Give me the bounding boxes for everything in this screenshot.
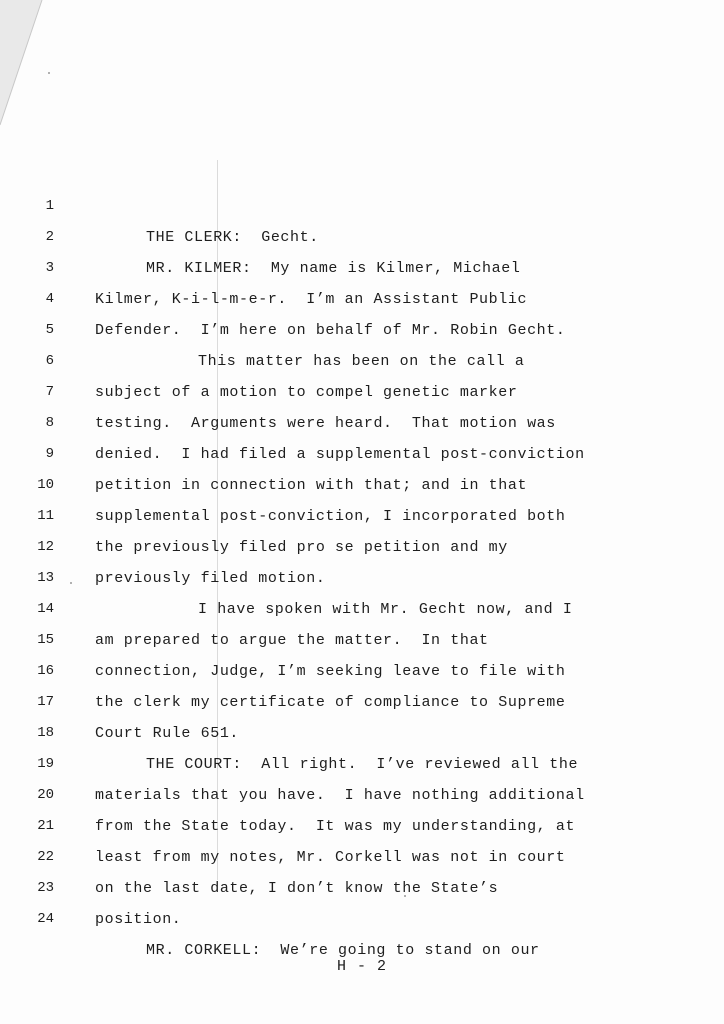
line-text: Court Rule 651.	[95, 725, 240, 742]
line-number: 16	[37, 663, 54, 679]
line-text: from the State today. It was my understanding, at	[95, 818, 576, 835]
line-text: MR. KILMER: My name is Kilmer, Michael	[146, 260, 521, 277]
line-number: 24	[37, 911, 54, 927]
scan-speck	[48, 72, 50, 74]
line-number: 7	[45, 384, 54, 400]
line-text: MR. CORKELL: We’re going to stand on our	[146, 942, 540, 959]
line-text: subject of a motion to compel genetic marker	[95, 384, 518, 401]
line-number: 12	[37, 539, 54, 555]
line-text: least from my notes, Mr. Corkell was not in court	[95, 849, 566, 866]
line-number: 10	[37, 477, 54, 493]
line-number: 20	[37, 787, 54, 803]
line-text: materials that you have. I have nothing additional	[95, 787, 585, 804]
line-text: on the last date, I don’t know the State’s	[95, 880, 499, 897]
line-text: the previously filed pro se petition and my	[95, 539, 508, 556]
line-number: 1	[45, 198, 54, 214]
line-text: position.	[95, 911, 182, 928]
page-number: H - 2	[336, 958, 387, 975]
line-number: 2	[45, 229, 54, 245]
line-text: supplemental post-conviction, I incorporated both	[95, 508, 566, 525]
line-text: am prepared to argue the matter. In that	[95, 632, 489, 649]
line-number: 19	[37, 756, 54, 772]
line-text: Kilmer, K-i-l-m-e-r. I’m an Assistant Public	[95, 291, 528, 308]
line-number: 23	[37, 880, 54, 896]
line-number: 3	[45, 260, 54, 276]
line-number: 11	[37, 508, 54, 524]
line-text: Defender. I’m here on behalf of Mr. Robin Gecht.	[95, 322, 566, 339]
line-number: 18	[37, 725, 54, 741]
line-number: 4	[45, 291, 54, 307]
line-number: 6	[45, 353, 54, 369]
line-number: 17	[37, 694, 54, 710]
line-number: 14	[37, 601, 54, 617]
line-number: 13	[37, 570, 54, 586]
line-text: denied. I had filed a supplemental post-conviction	[95, 446, 585, 463]
line-text: the clerk my certificate of compliance to Supreme	[95, 694, 566, 711]
line-text: previously filed motion.	[95, 570, 326, 587]
line-text: testing. Arguments were heard. That motion was	[95, 415, 556, 432]
line-text: connection, Judge, I’m seeking leave to file with	[95, 663, 566, 680]
line-number: 22	[37, 849, 54, 865]
line-text: THE COURT: All right. I’ve reviewed all the	[146, 756, 579, 773]
line-number: 21	[37, 818, 54, 834]
line-number: 8	[45, 415, 54, 431]
line-text: This matter has been on the call a	[198, 353, 525, 370]
line-text: I have spoken with Mr. Gecht now, and I	[198, 601, 573, 618]
transcript-line	[0, 160, 724, 246]
line-number: 9	[45, 446, 54, 462]
line-number: 15	[37, 632, 54, 648]
line-text: THE CLERK: Gecht.	[146, 229, 319, 246]
line-text: petition in connection with that; and in that	[95, 477, 528, 494]
line-number: 5	[45, 322, 54, 338]
